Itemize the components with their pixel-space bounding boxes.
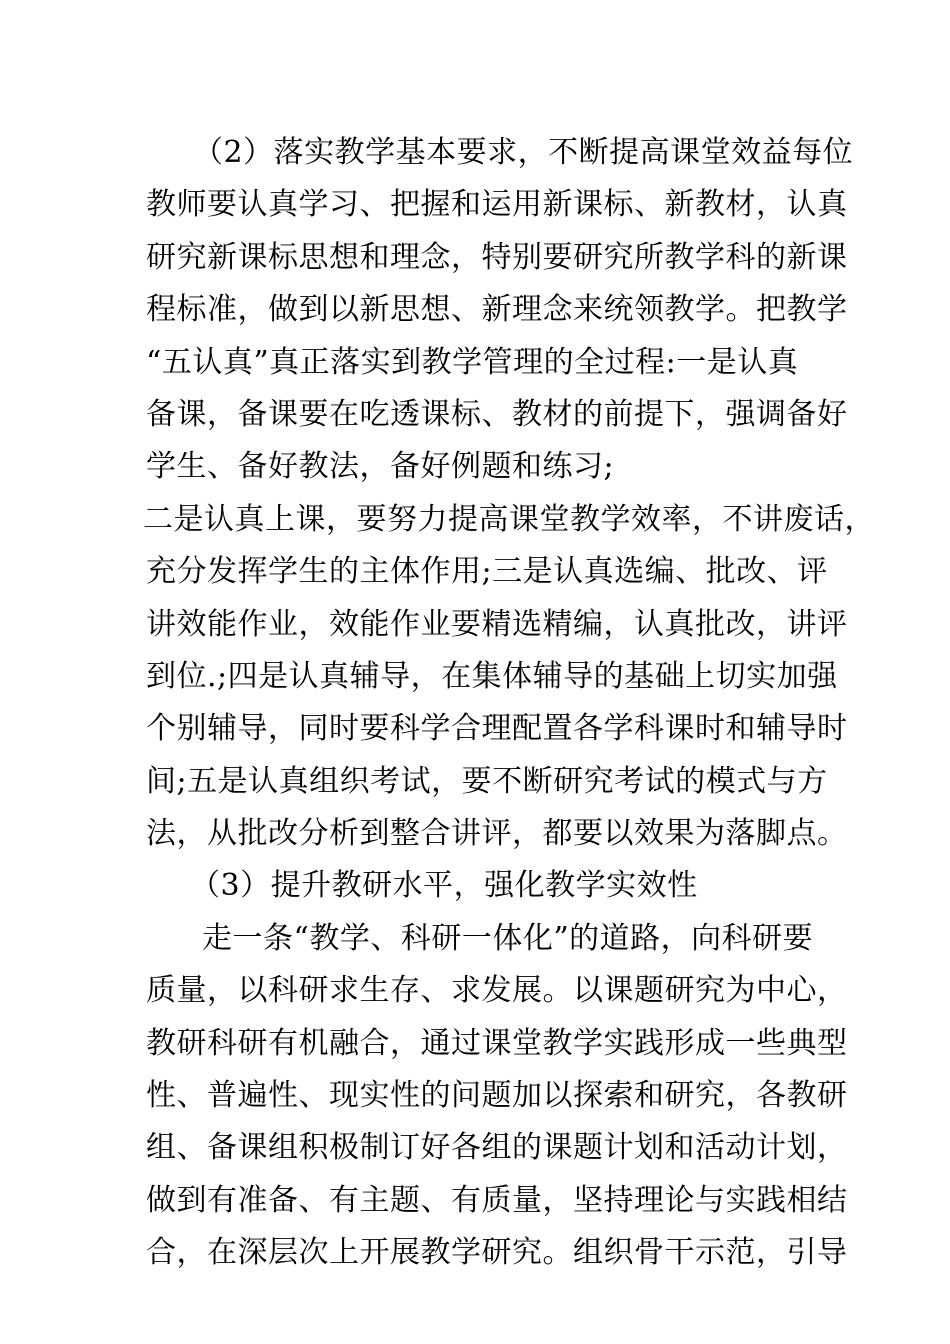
text-line: 做到有准备、有主题、有质量，坚持理论与实践相结 (146, 1182, 848, 1218)
text-line: 个别辅导，同时要科学合理配置各学科课时和辅导时 (146, 711, 848, 747)
text-line: 法，从批改分析到整合讲评，都要以效果为落脚点。 (146, 816, 848, 852)
text-line: 程标准，做到以新思想、新理念来统领教学。把教学 (146, 292, 848, 328)
text-line: 二是认真上课，要努力提高课堂教学效率，不讲废话， (143, 501, 875, 537)
document-body (143, 127, 875, 1280)
text-line: 备课，备课要在吃透课标、教材的前提下，强调备好 (146, 396, 848, 432)
paragraph-heading-2: （2）落实教学基本要求，不断提高课堂效益每位 (193, 135, 854, 170)
text-line: 教师要认真学习、把握和运用新课标、新教材，认真 (146, 187, 848, 223)
text-line: 到位.;四是认真辅导，在集体辅导的基础上切实加强 (146, 658, 838, 694)
text-line: 合，在深层次上开展教学研究。组织骨干示范，引导 (146, 1235, 848, 1271)
text-line: 走一条“教学、科研一体化”的道路，向科研要 (202, 920, 814, 956)
text-line: 讲效能作业，效能作业要精选精编，认真批改，讲评 (146, 606, 848, 642)
text-line: 组、备课组积极制订好各组的课题计划和活动计划， (146, 1130, 848, 1166)
text-line: 质量，以科研求生存、求发展。以课题研究为中心， (146, 973, 848, 1009)
text-line: 学生、备好教法，备好例题和练习; (146, 449, 615, 485)
paragraph-heading-3: （3）提升教研水平，强化教学实效性 (190, 868, 698, 904)
text-line: 教研科研有机融合，通过课堂教学实践形成一些典型 (146, 1025, 848, 1061)
text-line: 间;五是认真组织考试，要不断研究考试的模式与方 (146, 763, 828, 799)
text-line: 研究新课标思想和理念，特别要研究所教学科的新课 (146, 239, 848, 275)
text-line: 性、普遍性、现实性的问题加以探索和研究，各教研 (146, 1078, 848, 1114)
text-line: “五认真”真正落实到教学管理的全过程:一是认真 (146, 344, 799, 380)
text-line: 充分发挥学生的主体作用;三是认真选编、批改、评 (146, 554, 828, 590)
